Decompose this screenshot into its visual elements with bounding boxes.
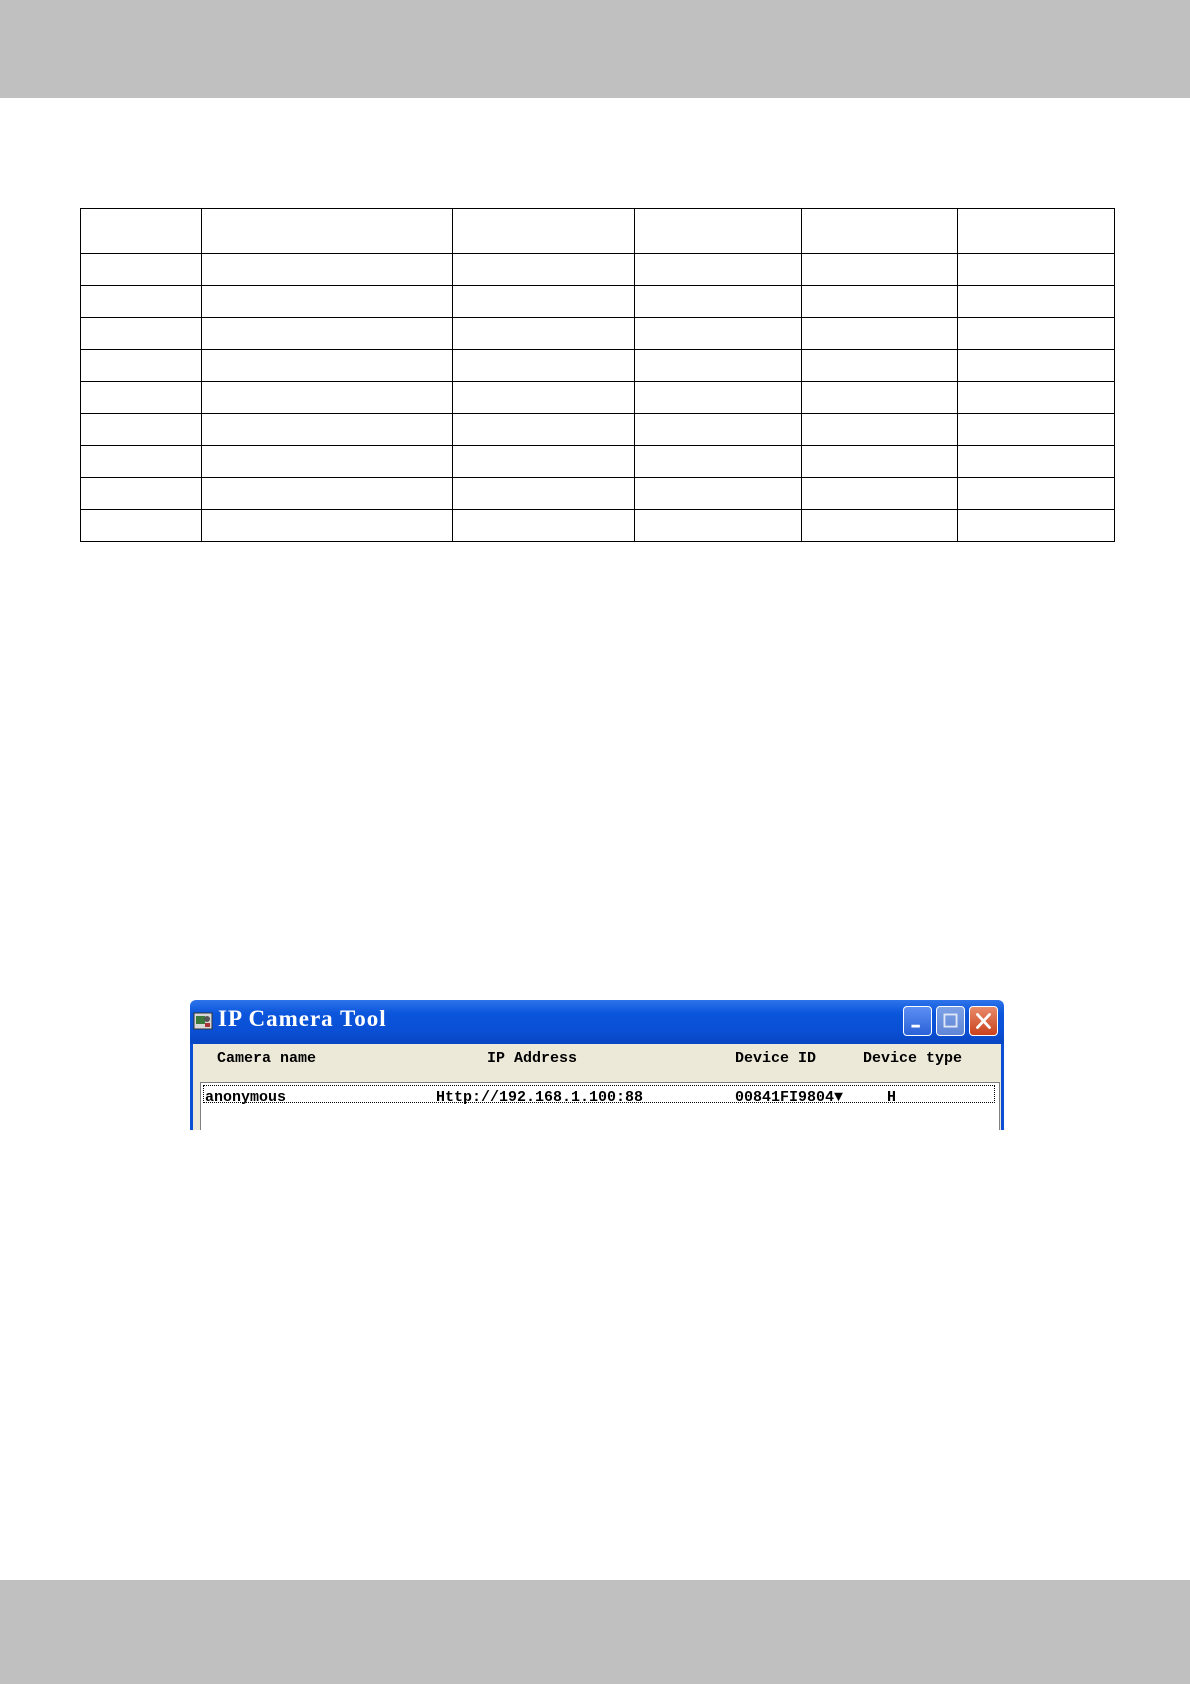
table-cell: [202, 318, 453, 350]
close-icon: [970, 1007, 997, 1035]
app-icon: [193, 1011, 213, 1031]
table-cell: [202, 446, 453, 478]
table-cell: [81, 286, 202, 318]
table-cell: [81, 318, 202, 350]
title-bar[interactable]: [190, 1000, 1004, 1044]
table-cell: [802, 350, 958, 382]
table-cell: [958, 286, 1115, 318]
table-cell: [958, 254, 1115, 286]
empty-table: [80, 208, 1115, 542]
table-cell: [635, 350, 802, 382]
window-title: IP Camera Tool: [218, 1006, 387, 1031]
table-cell: [958, 350, 1115, 382]
table-cell: [635, 286, 802, 318]
ip-address-cell: Http://192.168.1.100:88: [436, 1089, 644, 1106]
table-cell: [81, 478, 202, 510]
table-cell: [453, 209, 635, 254]
table-cell: [81, 382, 202, 414]
table-cell: [635, 446, 802, 478]
table-cell: [958, 318, 1115, 350]
table-cell: [453, 478, 635, 510]
table-cell: [958, 382, 1115, 414]
table-cell: [802, 446, 958, 478]
camera-name-cell: anonymous: [205, 1089, 287, 1106]
table-cell: [81, 254, 202, 286]
table-row: [81, 478, 1115, 510]
table-cell: [802, 286, 958, 318]
column-header-device-id[interactable]: Device ID: [735, 1050, 817, 1067]
table-cell: [81, 350, 202, 382]
table-cell: [453, 510, 635, 542]
header-band: [0, 0, 1190, 98]
table-cell: [453, 254, 635, 286]
table-row: [81, 286, 1115, 318]
column-header-ip-address[interactable]: IP Address: [487, 1050, 578, 1067]
camera-list[interactable]: [200, 1082, 1000, 1130]
table-cell: [81, 446, 202, 478]
table-cell: [202, 382, 453, 414]
table-cell: [958, 478, 1115, 510]
minimize-icon: [904, 1007, 931, 1035]
table-cell: [202, 209, 453, 254]
device-id-cell: 00841FI9804▼: [735, 1089, 844, 1106]
table-cell: [453, 414, 635, 446]
table-cell: [453, 382, 635, 414]
table-cell: [202, 254, 453, 286]
table-cell: [802, 209, 958, 254]
table-cell: [453, 446, 635, 478]
table-cell: [453, 350, 635, 382]
table-cell: [802, 254, 958, 286]
table-cell: [958, 209, 1115, 254]
window-client: [190, 1044, 1004, 1130]
minimize-button[interactable]: [903, 1006, 932, 1036]
table-cell: [958, 414, 1115, 446]
table-cell: [202, 510, 453, 542]
table-cell: [802, 478, 958, 510]
device-type-cell: H: [887, 1089, 897, 1106]
column-header-camera-name[interactable]: Camera name: [217, 1050, 317, 1067]
table-cell: [802, 382, 958, 414]
table-cell: [202, 286, 453, 318]
table-cell: [635, 254, 802, 286]
table-cell: [635, 510, 802, 542]
maximize-button[interactable]: [936, 1006, 965, 1036]
table-cell: [453, 286, 635, 318]
column-header-device-type[interactable]: Device type: [863, 1050, 963, 1067]
table-cell: [802, 510, 958, 542]
table-cell: [635, 318, 802, 350]
table-cell: [81, 414, 202, 446]
ip-camera-tool-window: [190, 1000, 1004, 1130]
table-cell: [202, 478, 453, 510]
table-row: [81, 382, 1115, 414]
table-cell: [202, 414, 453, 446]
table-cell: [202, 350, 453, 382]
table-header-row: [81, 209, 1115, 254]
table-row: [81, 350, 1115, 382]
footer-band: [0, 1580, 1190, 1684]
close-button[interactable]: [969, 1006, 998, 1036]
table-row: [81, 318, 1115, 350]
table-cell: [635, 478, 802, 510]
table-cell: [635, 382, 802, 414]
table-cell: [635, 209, 802, 254]
table-row: [81, 510, 1115, 542]
table-cell: [81, 209, 202, 254]
table-cell: [958, 446, 1115, 478]
table-cell: [453, 318, 635, 350]
table-row: [81, 446, 1115, 478]
table-row: [81, 414, 1115, 446]
table-cell: [802, 414, 958, 446]
table-cell: [958, 510, 1115, 542]
list-item[interactable]: [203, 1085, 995, 1106]
table-cell: [81, 510, 202, 542]
table-cell: [635, 414, 802, 446]
maximize-icon: [937, 1007, 964, 1035]
table-row: [81, 254, 1115, 286]
table-cell: [802, 318, 958, 350]
